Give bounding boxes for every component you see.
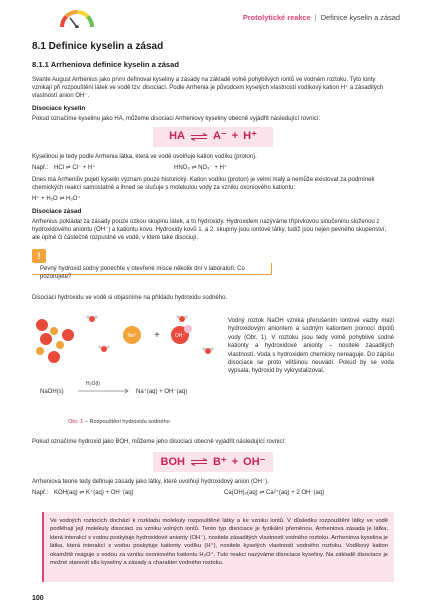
hydronium-paragraph: Dnes má Arrheniův pojetí kyselin význam pouze historický. Kation vodíku (proton) je velmi malý a nemůže existovat za podmínek chemických reakcí samostatně a ihned se slučuje s molekulou vody za vzniku oxoniového kationtu: bbox=[32, 176, 375, 192]
summary-callout: Ve vodných roztocích dochází k rozkladu molekuly rozpouštěné látky a ke vzniku iontů. V důsledku rozpouštění látky ve vodě podléhají její molekuly disociaci za vzniku volných iontů. Tento typ disociace je fyzikální přeměnou. Arrheniova zásada je látka, která interakcí s vodou poskytuje hydroxidové anionty (OH⁻), nositele zásaditých vlastností vodného roztoku. Arrheniova kyselina je látka, která interakcí s vodou poskytuje kationty vodíku (H⁺), nositele kyselých vlastností vodného roztoku. Vodíkový kation okamžitě reaguje s vodou za vzniku oxoniového kationtu H₃O⁺. Tuto reakci nazýváme disociace kyseliny. Na základě disociace je možné stanovit sílu kyseliny a zásady a charakter vodného roztoku. bbox=[42, 512, 394, 582]
svg-text:+: + bbox=[154, 330, 160, 342]
intro-paragraph: Svante August Arrhenius jako první definoval kyseliny a zásady na základě volně pohyblivých iontů ve vodném roztoku. Tyto ionty vznikají při rozpouštění látek ve vodě tzv. disociací. Podle Arrhenia je původcem kyselých vlastností vodíkový kation H⁺ a zásaditých vlastností anion OH⁻. bbox=[32, 76, 384, 99]
acid-heading: Disociace kyselin bbox=[32, 105, 86, 113]
example-hcl: HCl ⇌ Cl⁻ + H⁺ bbox=[54, 164, 96, 171]
chapter-title: Protolytické reakce bbox=[242, 13, 311, 22]
products: Na⁺(aq) + OH⁻(aq) bbox=[136, 389, 188, 396]
page-header bbox=[0, 8, 424, 30]
naoh-explanation: Vodný roztok NaOH vzniká přerušením iontové vazby mezi hydroxidovým aniontem a sodným kationtem pomocí dipólů vody (Obr. 1). V roztoku jsou tedy volně pohyblivé sodné kationty a hydroxidové anionty – nositelé zásaditých vlastností. Voda s hydroxidem chemicky nereaguje. Do zápisu disociace se proto většinou neuvádí. Pokud by se voda vypsala, hydroxid by vykrystalizoval. bbox=[228, 318, 394, 375]
title-separator: | bbox=[314, 13, 317, 22]
naoh-section bbox=[32, 294, 394, 435]
subsection-title: 8.1.1 Arrheniova definice kyselin a zásad bbox=[32, 59, 180, 69]
sodium-label: Na⁺ bbox=[127, 333, 137, 340]
base-heading: Disociace zásad bbox=[32, 208, 82, 216]
solvent-label: H₂O(l) bbox=[86, 381, 100, 388]
figure-caption bbox=[68, 419, 170, 427]
example-koh: KOH(aq) ⇌ K⁺(aq) + OH⁻(aq) bbox=[54, 490, 134, 497]
water-molecules bbox=[86, 315, 213, 354]
hydroxide-ion bbox=[171, 325, 192, 344]
hydroxide-label: OH⁻ bbox=[174, 333, 186, 340]
equilibrium-arrows-icon bbox=[190, 458, 208, 466]
eq-plus: + bbox=[231, 130, 239, 143]
section-title: 8.1 Definice kyselin a zásad bbox=[32, 41, 164, 52]
eq-a: A⁻ bbox=[212, 130, 227, 143]
eq-oh: OH⁻ bbox=[243, 455, 266, 468]
page-number: 100 bbox=[32, 595, 44, 600]
example-label: Např.: bbox=[32, 164, 49, 171]
experiment-note bbox=[32, 250, 394, 281]
figure-caption-text: – Rozpouštění hydroxidu sodného bbox=[83, 419, 170, 426]
example-caoh2: Ca(OH)₂(aq) ⇌ Ca²⁺(aq) + 2 OH⁻(aq) bbox=[224, 490, 325, 497]
acid-equation bbox=[153, 127, 273, 147]
reactant-naoh: NaOH(s) bbox=[40, 389, 64, 396]
example-hno3: HNO₃ ⇌ NO₃⁻ + H⁺ bbox=[174, 164, 228, 171]
experiment-text: Pevný hydroxid sodný ponechte v otevřené misce několik dní v laboratoři. Co pozorujete? bbox=[32, 263, 272, 275]
crystal-lattice bbox=[36, 319, 74, 363]
base-examples bbox=[32, 489, 394, 497]
main-content bbox=[32, 40, 394, 245]
eq-b: B⁺ bbox=[212, 455, 227, 468]
base-general-section bbox=[32, 438, 394, 501]
eq-boh: BOH bbox=[160, 455, 185, 468]
dissolution-illustration bbox=[32, 305, 222, 417]
acid-paragraph: Pokud označíme kyselinu jako HA, můžeme disociaci Arrheniovy kyseliny obecně vyjádřit následující rovnicí: bbox=[32, 115, 321, 122]
base-paragraph: Arrhenius pokládal za zásady pouze úzkou skupinu látek, a to hydroxidy. Hydroxidem nazýváme tříprvkovou sloučeninu složenou z hydroxidového aniontu (OH⁻) a kationtu kovu. Hydroxidy kovů 1. a 2. skupiny jsou iontové látky, tudíž jsou nejen pevného skupenství, ale úplně či částečně rozpustné ve vodě, v které také disociují. bbox=[32, 218, 387, 242]
ph-gauge-icon bbox=[60, 10, 94, 28]
naoh-intro: Disociaci hydroxidu ve vodě si objasníme na příkladu hydroxidu sodného. bbox=[32, 295, 228, 301]
equilibrium-arrows-icon bbox=[190, 133, 208, 141]
boh-intro: Pokud označíme hydroxid jako BOH, můžeme jeho disociaci obecně vyjádřit následující rovnicí: bbox=[32, 439, 286, 445]
hydronium-equation: H⁺ + H₂O ⇌ H₃O⁺ bbox=[32, 196, 81, 203]
running-title bbox=[243, 13, 400, 23]
eq-ha: HA bbox=[169, 130, 185, 143]
figure-ref: Obr. 1 bbox=[68, 419, 84, 426]
eq-plus-2: + bbox=[231, 455, 239, 468]
base-equation bbox=[153, 452, 273, 472]
sodium-ion bbox=[123, 326, 141, 344]
base-definition: Arrheniova teorie tedy definuje zásady jako látky, které uvolňují hydroxidový anion (OH⁻). bbox=[32, 479, 269, 486]
dissolution-figure bbox=[32, 305, 222, 435]
section-running-title: Definice kyselin a zásad bbox=[320, 13, 400, 22]
base-example-label: Např.: bbox=[32, 490, 49, 497]
acid-examples bbox=[32, 164, 394, 172]
eq-h: H⁺ bbox=[243, 130, 257, 143]
warning-icon: ! bbox=[32, 249, 46, 263]
acid-definition: Kyselinou je tedy podle Arrhenia látka, která ve vodě uvolňuje kation vodíku (proton). bbox=[32, 153, 257, 160]
